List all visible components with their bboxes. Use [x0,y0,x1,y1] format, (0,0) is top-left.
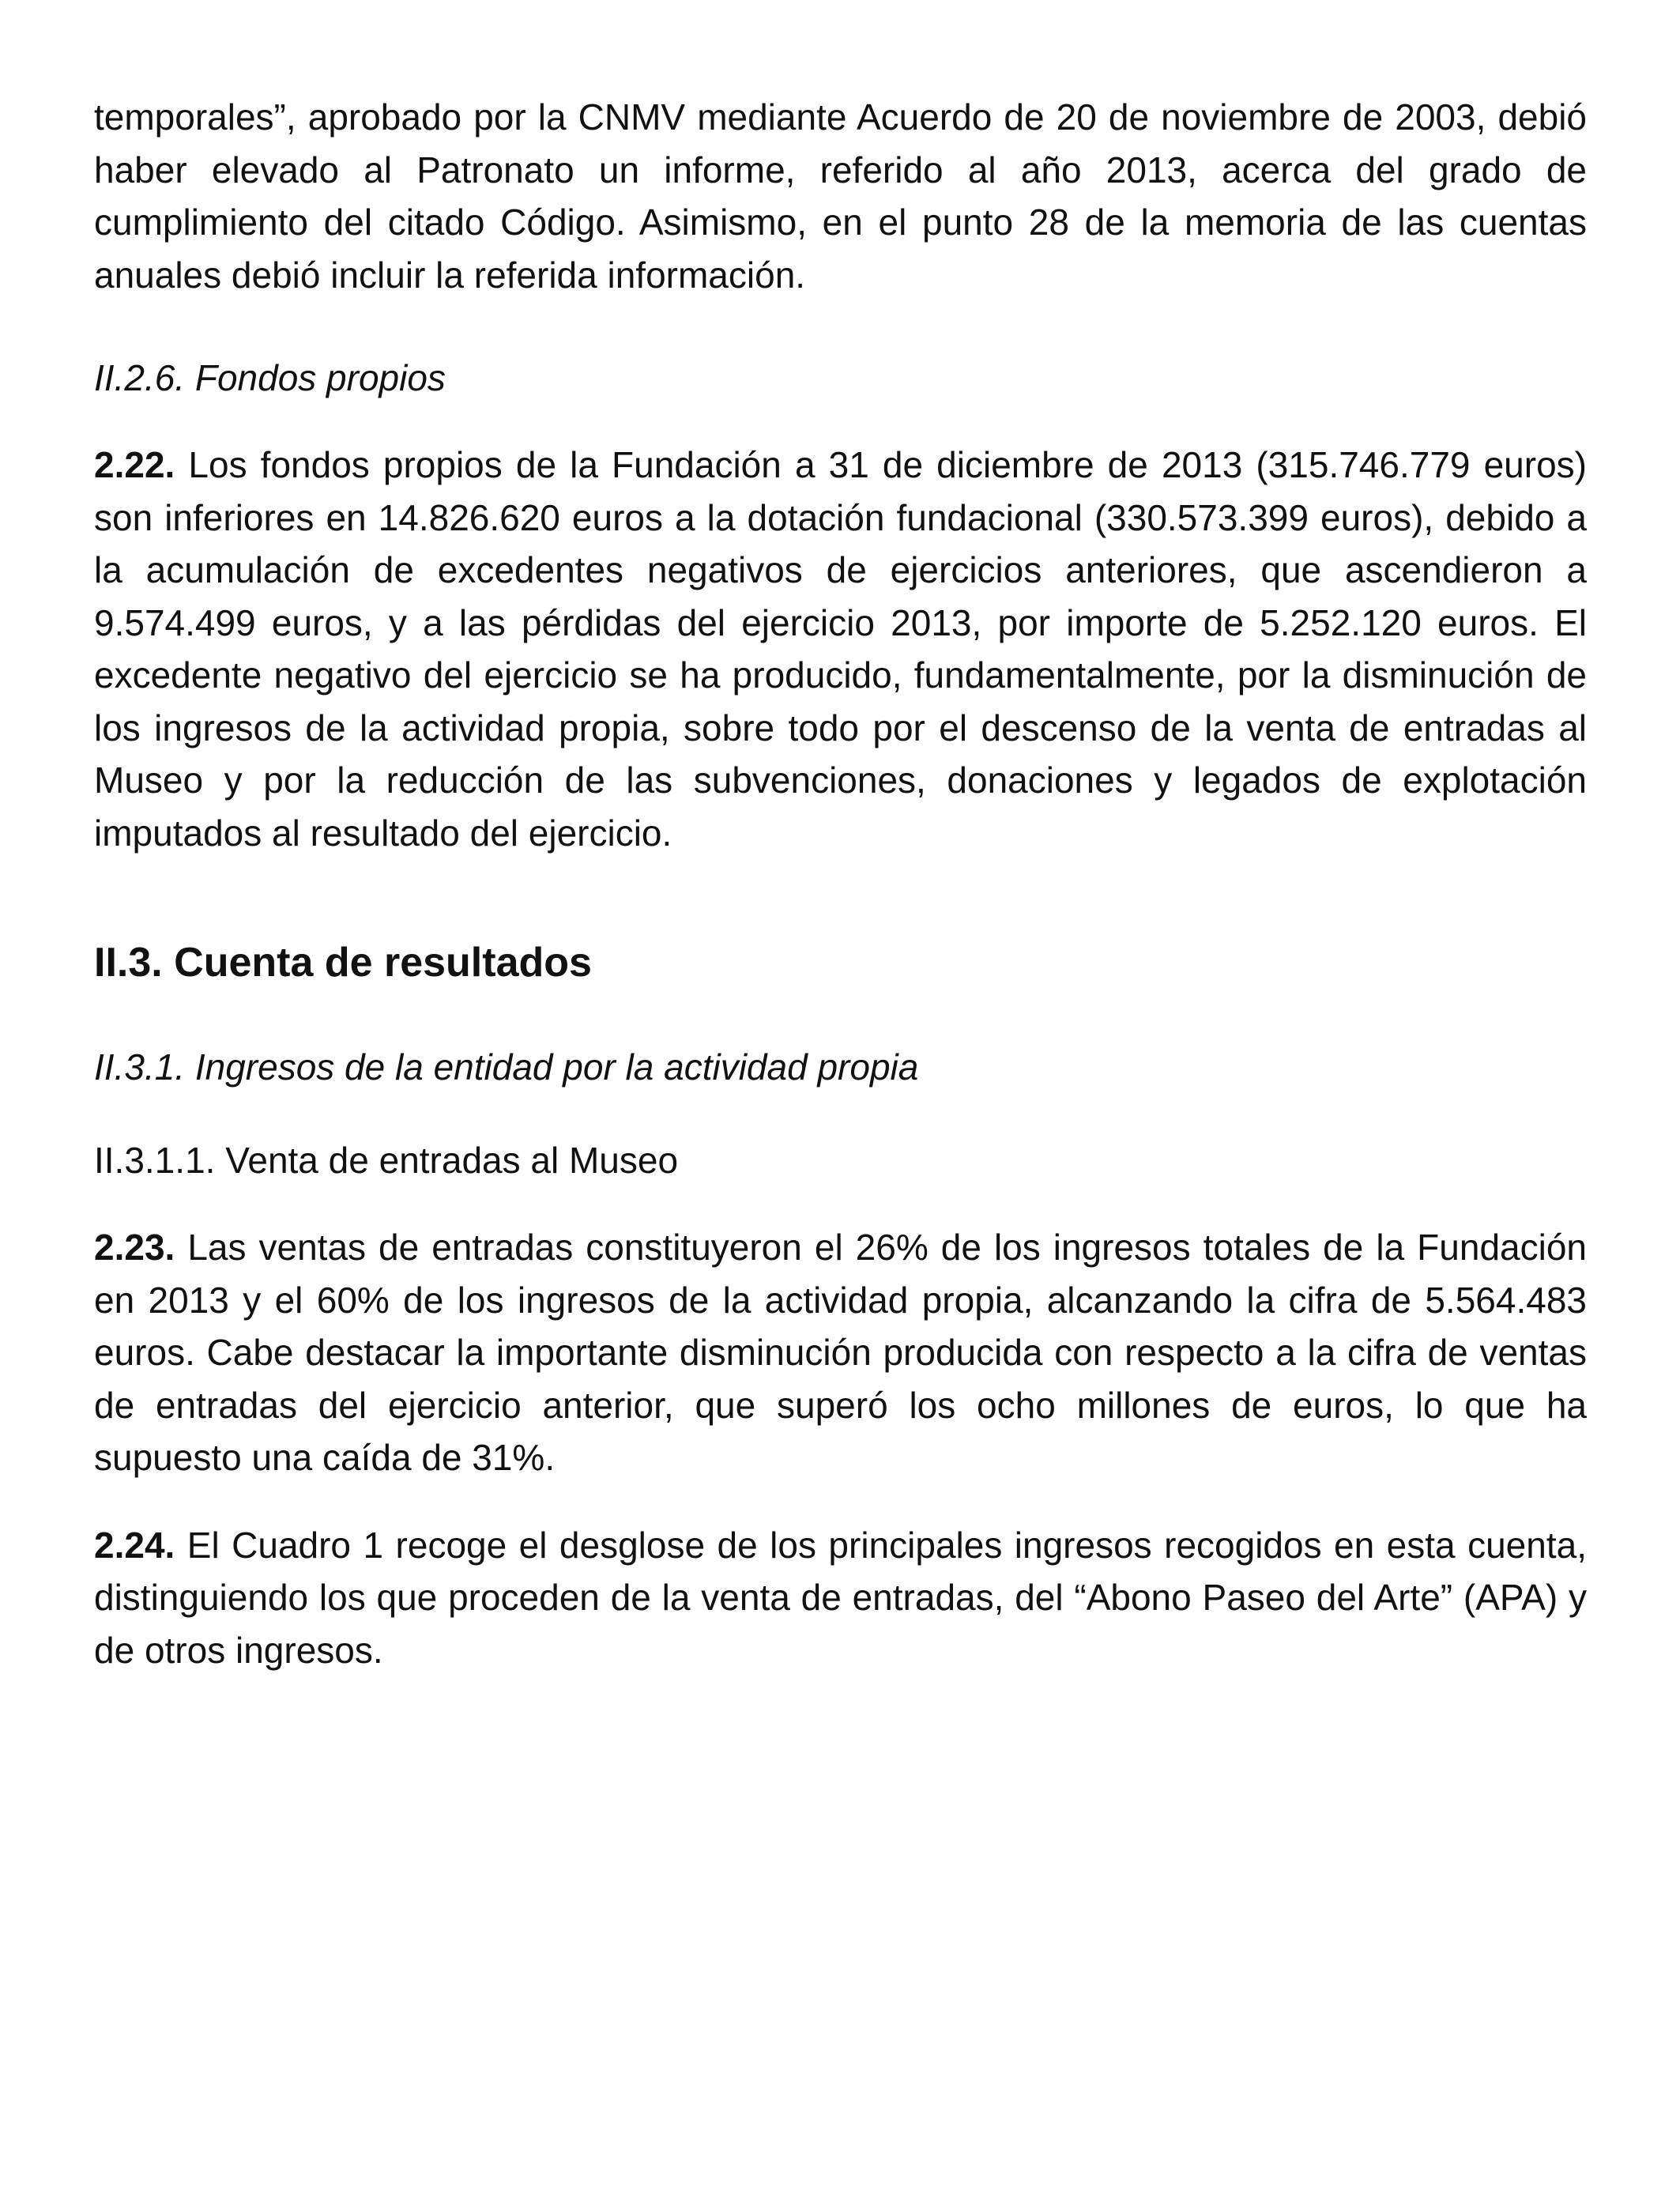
heading-venta-entradas: II.3.1.1. Venta de entradas al Museo [94,1140,679,1181]
heading-ingresos-actividad: II.3.1. Ingresos de la entidad por la actividad propia [94,1046,919,1088]
section-title-cuenta-resultados: II.3. Cuenta de resultados [94,940,592,986]
paragraph-number: 2.23. [94,1227,175,1268]
heading-fondos-propios: II.2.6. Fondos propios [94,357,446,398]
paragraph-number: 2.22. [94,444,175,485]
paragraph-intro: temporales”, aprobado por la CNMV mediante Acuerdo de 20 de noviembre de 2003, debió haber elevado al Patronato un informe, referido al año 2013, acerca del grado de cumplimiento del citado Código. Asimismo, en el punto 28 de la memoria de las cuentas anuales debió incluir la referida información. [94,96,1587,296]
paragraph-number: 2.24. [94,1524,175,1566]
paragraph-text: El Cuadro 1 recoge el desglose de los principales ingresos recogidos en esta cuenta, distinguiendo los que proceden de la venta de entradas, del “Abono Paseo del Arte” (APA) y de otros ingresos. [94,1524,1587,1671]
document-page [94,91,1587,1676]
paragraph-2-23 [94,1221,1587,1484]
paragraph-2-24 [94,1519,1587,1677]
paragraph-text: Las ventas de entradas constituyeron el 26% de los ingresos totales de la Fundación en 2013 y el 60% de los ingresos de la actividad propia, alcanzando la cifra de 5.564.483 euros. Cabe destacar la importante disminución producida con respecto a la cifra de ventas de entradas del ejercicio anterior, que superó los ocho millones de euros, lo que ha supuesto una caída de 31%. [94,1227,1587,1478]
paragraph-text: Los fondos propios de la Fundación a 31 de diciembre de 2013 (315.746.779 euros) son inferiores en 14.826.620 euros a la dotación fundacional (330.573.399 euros), debido a la acumulación de excedentes negativos de ejercicios anteriores, que ascendieron a 9.574.499 euros, y a las pérdidas del ejercicio 2013, por importe de 5.252.120 euros. El excedente negativo del ejercicio se ha producido, fundamentalmente, por la disminución de los ingresos de la actividad propia, sobre todo por el descenso de la venta de entradas al Museo y por la reducción de las subvenciones, donaciones y legados de explotación imputados al resultado del ejercicio. [94,444,1587,854]
paragraph-2-22 [94,439,1587,859]
